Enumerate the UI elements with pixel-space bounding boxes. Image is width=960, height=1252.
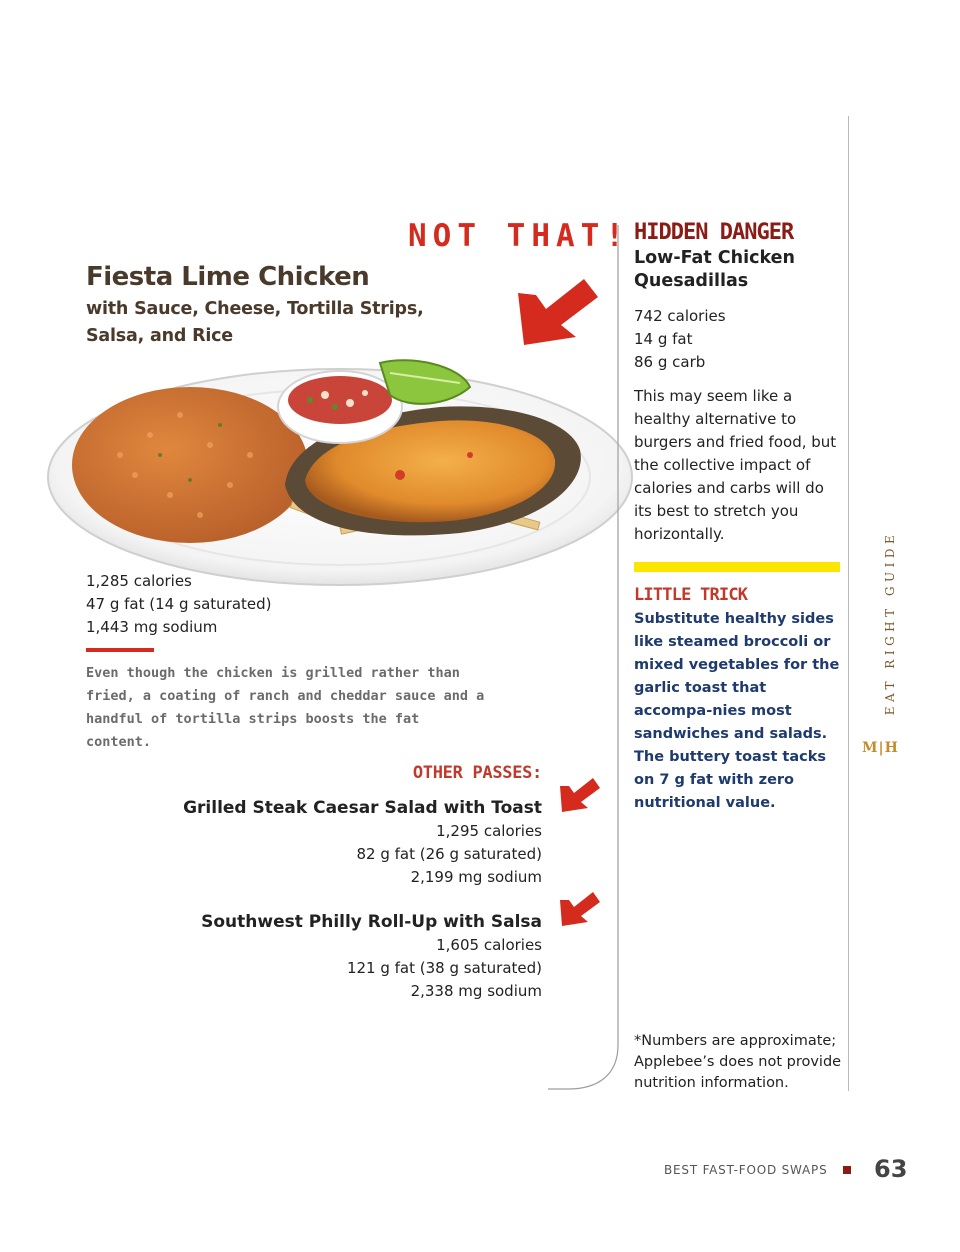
pass-fat: 121 g fat (38 g saturated) bbox=[346, 959, 542, 977]
page-number: 63 bbox=[874, 1155, 908, 1183]
hidden-danger-description: This may seem like a healthy alternative to burgers and fried food, but the collective impact of calories and carbs will do its best to stretch you horizontally. bbox=[634, 387, 837, 543]
pass-fat: 82 g fat (26 g saturated) bbox=[356, 845, 542, 863]
little-trick-text: Substitute healthy sides like steamed broccoli or mixed vegetables for the garlic toast that accompa-nies most sandwiches and salads. The buttery toast tacks on 7 g fat with zero nutritional value. bbox=[634, 611, 840, 811]
hidden-danger-heading: HIDDEN DANGER bbox=[634, 220, 794, 245]
hd-fat: 14 g fat bbox=[634, 330, 693, 348]
footnote: *Numbers are approximate; Applebee’s does not provide nutrition information. bbox=[634, 1033, 842, 1091]
hd-calories: 742 calories bbox=[634, 307, 726, 325]
dish-title: Fiesta Lime Chicken bbox=[86, 262, 370, 292]
main-fat: 47 g fat (14 g saturated) bbox=[86, 595, 272, 613]
margin-rule bbox=[848, 116, 849, 1091]
main-description: Even though the chicken is grilled rather than fried, a coating of ranch and cheddar sauce and a handful of tortilla strips boosts the fat content. bbox=[86, 665, 485, 750]
pass-name: Southwest Philly Roll-Up with Salsa bbox=[201, 912, 542, 932]
yellow-divider bbox=[634, 562, 840, 572]
other-pass-item bbox=[201, 910, 542, 1003]
side-section-label bbox=[880, 525, 900, 720]
dish-subtitle: with Sauce, Cheese, Tortilla Strips, Salsa, and Rice bbox=[86, 299, 424, 346]
pass-sodium: 2,199 mg sodium bbox=[410, 868, 542, 886]
main-calories: 1,285 calories bbox=[86, 572, 192, 590]
magazine-logo: M|H bbox=[862, 740, 899, 756]
pass-sodium: 2,338 mg sodium bbox=[410, 982, 542, 1000]
side-label-text: EAT RIGHT GUIDE bbox=[883, 530, 897, 715]
main-sodium: 1,443 mg sodium bbox=[86, 618, 218, 636]
footer-section-label: BEST FAST-FOOD SWAPS bbox=[664, 1163, 828, 1177]
main-nutrition bbox=[86, 570, 272, 639]
hidden-danger-nutrition bbox=[634, 305, 726, 374]
other-passes-heading: OTHER PASSES: bbox=[412, 763, 542, 783]
hd-carb: 86 g carb bbox=[634, 353, 706, 371]
hidden-danger-item: Low-Fat Chicken Quesadillas bbox=[634, 248, 795, 291]
not-that-heading: NOT THAT! bbox=[408, 218, 630, 254]
pass-name: Grilled Steak Caesar Salad with Toast bbox=[183, 798, 542, 818]
other-pass-item bbox=[183, 796, 542, 889]
column-divider bbox=[548, 225, 620, 1091]
footer-square-icon bbox=[843, 1166, 851, 1174]
pass-calories: 1,295 calories bbox=[436, 822, 542, 840]
pass-calories: 1,605 calories bbox=[436, 936, 542, 954]
little-trick-heading: LITTLE TRICK bbox=[634, 585, 748, 605]
red-divider bbox=[86, 648, 154, 652]
